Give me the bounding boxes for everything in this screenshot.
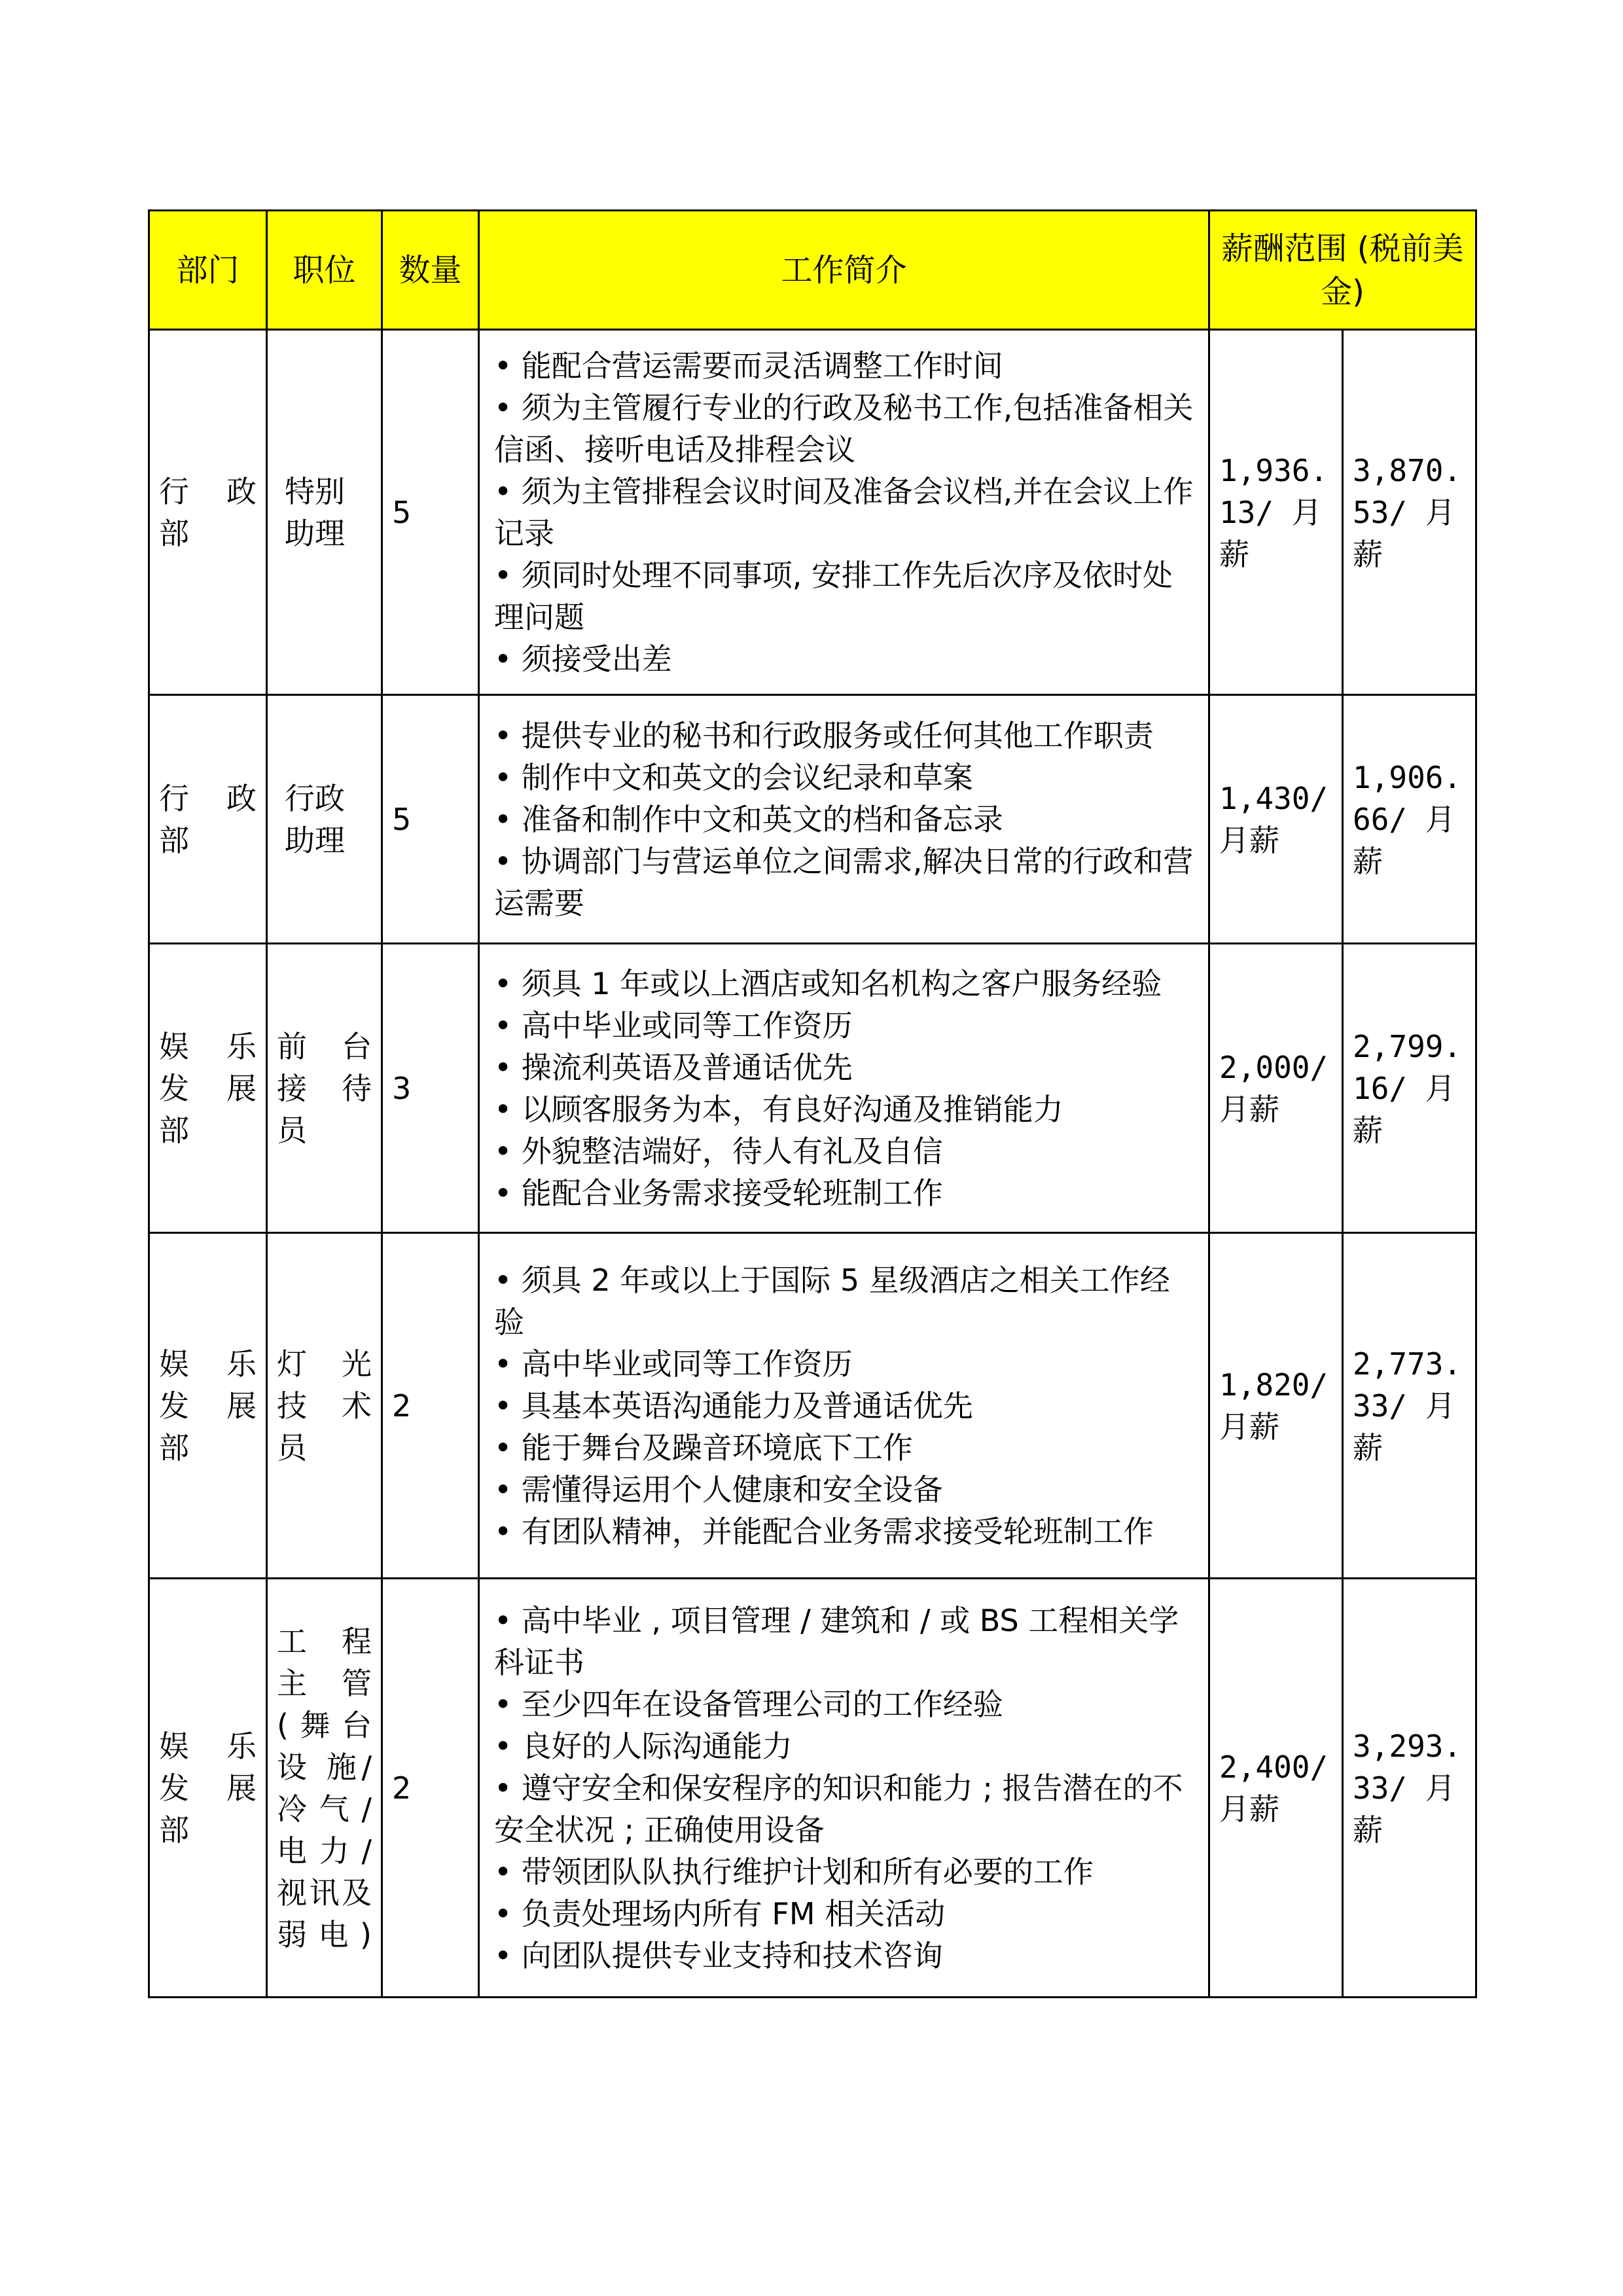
description-cell bbox=[479, 1233, 1209, 1579]
position-cell: 特别助理 bbox=[267, 330, 382, 695]
bullet-item: • 遵守安全和保安程序的知识和能力 ; 报告潜在的不安全状况 ; 正确使用设备 bbox=[494, 1770, 1183, 1848]
bullet-item: • 需懂得运用个人健康和安全设备 bbox=[494, 1471, 943, 1507]
bullet-item: • 准备和制作中文和英文的档和备忘录 bbox=[494, 801, 1003, 837]
salary-min-cell: 1,430/ 月薪 bbox=[1209, 695, 1343, 944]
bullet-item: • 制作中文和英文的会议纪录和草案 bbox=[494, 759, 973, 795]
bullet-item: • 带领团队队执行维护计划和所有必要的工作 bbox=[494, 1854, 1094, 1890]
bullet-item: • 高中毕业或同等工作资历 bbox=[494, 1007, 853, 1043]
table-row bbox=[149, 1579, 1476, 1998]
bullet-item: • 高中毕业 , 项目管理 / 建筑和 / 或 BS 工程相关学科证书 bbox=[494, 1602, 1179, 1680]
bullet-item: • 操流利英语及普通话优先 bbox=[494, 1049, 853, 1085]
bullet-item: • 协调部门与营运单位之间需求,解决日常的行政和营运需要 bbox=[494, 843, 1194, 921]
header-dept: 部门 bbox=[149, 211, 267, 330]
salary-max-cell: 2,799.16/ 月薪 bbox=[1343, 944, 1476, 1233]
dept-cell: 行 政部 bbox=[149, 695, 267, 944]
position-cell: 工 程主 管(舞台设 施/冷气/电力/视讯及 弱电) bbox=[267, 1579, 382, 1998]
bullet-item: • 须具 1 年或以上酒店或知名机构之客户服务经验 bbox=[494, 965, 1162, 1001]
salary-min-cell: 2,400/ 月薪 bbox=[1209, 1579, 1343, 1998]
table-header-row bbox=[149, 211, 1476, 330]
header-position: 职位 bbox=[267, 211, 382, 330]
salary-min-cell: 1,820/ 月薪 bbox=[1209, 1233, 1343, 1579]
qty-cell: 3 bbox=[382, 944, 479, 1233]
header-qty: 数量 bbox=[382, 211, 479, 330]
bullet-item: • 须接受出差 bbox=[494, 641, 672, 677]
bullet-item: • 提供专业的秘书和行政服务或任何其他工作职责 bbox=[494, 717, 1154, 753]
qty-cell: 5 bbox=[382, 695, 479, 944]
header-salary: 薪酬范围 (税前美金) bbox=[1209, 211, 1476, 330]
table-row bbox=[149, 695, 1476, 944]
table-row bbox=[149, 944, 1476, 1233]
bullet-item: • 具基本英语沟通能力及普通话优先 bbox=[494, 1388, 973, 1424]
salary-max-cell: 3,293.33/ 月薪 bbox=[1343, 1579, 1476, 1998]
table-row bbox=[149, 1233, 1476, 1579]
bullet-item: • 高中毕业或同等工作资历 bbox=[494, 1346, 853, 1382]
dept-cell: 娱 乐发 展部 bbox=[149, 1233, 267, 1579]
bullet-item: • 能于舞台及躁音环境底下工作 bbox=[494, 1429, 913, 1465]
dept-cell: 娱 乐发 展部 bbox=[149, 1579, 267, 1998]
bullet-item: • 良好的人际沟通能力 bbox=[494, 1728, 793, 1764]
position-cell: 行政助理 bbox=[267, 695, 382, 944]
bullet-item: • 须为主管履行专业的行政及秘书工作,包括准备相关信函、接听电话及排程会议 bbox=[494, 389, 1194, 467]
dept-cell: 娱 乐发 展部 bbox=[149, 944, 267, 1233]
bullet-item: • 负责处理场内所有 FM 相关活动 bbox=[494, 1895, 946, 1931]
position-cell: 前 台接 待员 bbox=[267, 944, 382, 1233]
bullet-item: • 须具 2 年或以上于国际 5 星级酒店之相关工作经验 bbox=[494, 1262, 1170, 1340]
bullet-item: • 有团队精神，并能配合业务需求接受轮班制工作 bbox=[494, 1513, 1154, 1549]
bullet-item: • 向团队提供专业支持和技术咨询 bbox=[494, 1937, 943, 1973]
description-cell bbox=[479, 695, 1209, 944]
qty-cell: 5 bbox=[382, 330, 479, 695]
description-cell bbox=[479, 1579, 1209, 1998]
dept-cell: 行 政部 bbox=[149, 330, 267, 695]
qty-cell: 2 bbox=[382, 1233, 479, 1579]
description-cell bbox=[479, 944, 1209, 1233]
bullet-item: • 外貌整洁端好，待人有礼及自信 bbox=[494, 1133, 943, 1169]
bullet-item: • 以顾客服务为本，有良好沟通及推销能力 bbox=[494, 1091, 1063, 1127]
description-cell bbox=[479, 330, 1209, 695]
position-cell: 灯 光技 术员 bbox=[267, 1233, 382, 1579]
bullet-item: • 至少四年在设备管理公司的工作经验 bbox=[494, 1686, 1003, 1722]
table-row bbox=[149, 330, 1476, 695]
salary-min-cell: 2,000/ 月薪 bbox=[1209, 944, 1343, 1233]
job-table bbox=[148, 209, 1477, 1998]
salary-max-cell: 1,906.66/ 月薪 bbox=[1343, 695, 1476, 944]
bullet-item: • 须为主管排程会议时间及准备会议档,并在会议上作记录 bbox=[494, 473, 1194, 551]
bullet-item: • 须同时处理不同事项, 安排工作先后次序及依时处理问题 bbox=[494, 557, 1173, 635]
bullet-item: • 能配合营运需要而灵活调整工作时间 bbox=[494, 348, 1003, 384]
salary-max-cell: 3,870.53/ 月薪 bbox=[1343, 330, 1476, 695]
header-desc: 工作简介 bbox=[479, 211, 1209, 330]
salary-max-cell: 2,773.33/ 月薪 bbox=[1343, 1233, 1476, 1579]
salary-min-cell: 1,936.13/ 月薪 bbox=[1209, 330, 1343, 695]
qty-cell: 2 bbox=[382, 1579, 479, 1998]
bullet-item: • 能配合业务需求接受轮班制工作 bbox=[494, 1175, 943, 1211]
